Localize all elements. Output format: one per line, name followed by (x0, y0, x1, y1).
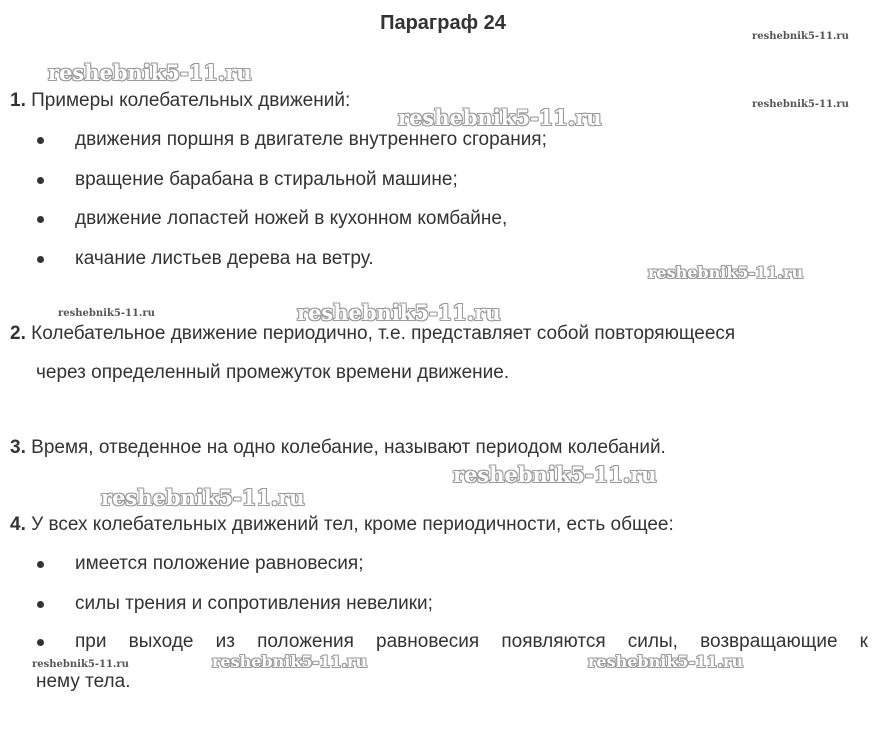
list-item-continuation: нему тела. (36, 671, 131, 692)
watermark: reshebnik5-11.ru (212, 652, 368, 671)
item-1 (10, 89, 350, 113)
watermark: reshebnik5-11.ru (58, 308, 155, 319)
page-title: Параграф 24 (380, 12, 506, 34)
bullet-icon (37, 137, 44, 144)
item-number: 1. (10, 90, 26, 111)
list-item: движение лопастей ножей в кухонном комбайне, (75, 208, 508, 229)
list-item: вращение барабана в стиральной машине; (75, 169, 458, 190)
item-4 (10, 513, 674, 537)
item-text: Колебательное движение периодично, т.е. представляет собой повторяющееся (31, 323, 736, 344)
list-item: имеется положение равновесия; (75, 553, 364, 574)
list-item: при выходе из положения равновесия появляются силы, возвращающие к (75, 631, 868, 652)
watermark: reshebnik5-11.ru (752, 99, 849, 110)
watermark: reshebnik5-11.ru (648, 263, 804, 282)
item-number: 3. (10, 437, 26, 458)
item-text-continuation: через определенный промежуток времени движение. (36, 362, 510, 383)
list-item: качание листьев дерева на ветру. (75, 248, 374, 269)
list-item: движения поршня в двигателе внутреннего сгорания; (75, 129, 547, 150)
bullet-icon (37, 216, 44, 223)
watermark: reshebnik5-11.ru (297, 300, 501, 325)
watermark: reshebnik5-11.ru (398, 105, 602, 130)
bullet-icon (37, 256, 44, 263)
watermark: reshebnik5-11.ru (101, 485, 305, 510)
item-3 (10, 436, 666, 460)
watermark: reshebnik5-11.ru (752, 31, 849, 42)
watermark: reshebnik5-11.ru (32, 659, 129, 670)
item-number: 4. (10, 514, 26, 535)
watermark: reshebnik5-11.ru (453, 462, 657, 487)
list-item: силы трения и сопротивления невелики; (75, 593, 433, 614)
watermark: reshebnik5-11.ru (588, 652, 744, 671)
bullet-icon (37, 639, 44, 646)
item-text: Примеры колебательных движений: (31, 90, 351, 111)
watermark: reshebnik5-11.ru (48, 60, 252, 85)
item-number: 2. (10, 323, 26, 344)
item-2 (10, 322, 735, 346)
bullet-icon (37, 561, 44, 568)
item-text: У всех колебательных движений тел, кроме периодичности, есть общее: (31, 514, 674, 535)
bullet-icon (37, 601, 44, 608)
bullet-icon (37, 177, 44, 184)
item-text: Время, отведенное на одно колебание, называют периодом колебаний. (31, 437, 666, 458)
